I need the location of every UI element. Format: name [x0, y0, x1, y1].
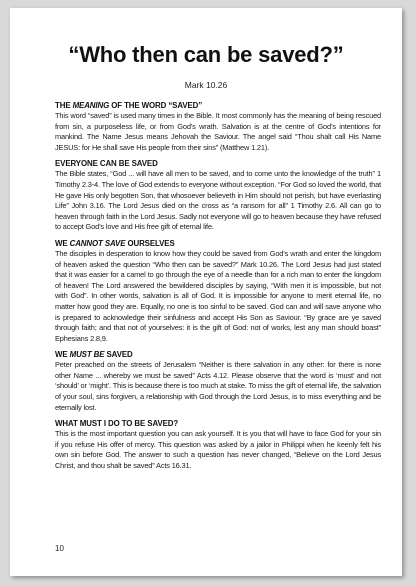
page-body	[55, 100, 381, 477]
heading-part: EVERYONE CAN BE SAVED	[55, 159, 158, 169]
section-everyone-can-be-saved	[55, 158, 381, 233]
section-what-must-i-do	[55, 418, 381, 471]
page-number: 10	[55, 544, 64, 553]
section-heading	[55, 238, 381, 249]
section-heading	[55, 100, 381, 111]
section-paragraph: The Bible states, “God ... will have all men to be saved, and to come unto the knowledge of the truth” 1 Timothy 2.3-4. The love of God extends to everyone without exception. “For God so loved the world, that He gave His only begotten Son, that whosoever believeth in Him should not perish, but have everlasting Life” John 3.16. The Lord Jesus died on the cross as “a ransom for all” 1 Timothy 2.6. All can go to heaven through faith in the Lord Jesus. Sadly not everyone will go to heaven because they have refused to accept God’s love and His free gift of eternal life.	[55, 169, 381, 232]
heading-part: WE	[55, 238, 70, 248]
heading-part: WE	[55, 350, 70, 360]
heading-part-italic: MUST BE	[69, 350, 105, 360]
heading-part: THE	[55, 101, 73, 110]
heading-part-italic: MEANING	[72, 101, 110, 110]
book-page	[10, 8, 402, 576]
section-paragraph: Peter preached on the streets of Jerusalem “Neither is there salvation in any other: for there is none other Name ... whereby we must be saved” Acts 4.12. Please observe that the word is ‘must’ and not ‘should’ or ‘might’. This is because there is too much at stake. To miss the gift of eternal life, the salvation of your soul, sins forgiven, a relationship with God through the Lord Jesus, is to miss everything and be eternally lost.	[55, 360, 381, 412]
section-heading	[55, 158, 381, 169]
section-heading	[55, 418, 381, 429]
section-must-be-saved	[55, 349, 381, 413]
heading-part: OF THE WORD “SAVED”	[109, 101, 203, 110]
page-title: “Who then can be saved?”	[68, 42, 344, 67]
heading-part: OURSELVES	[125, 238, 175, 248]
section-heading	[55, 349, 381, 360]
section-meaning-of-saved	[55, 100, 381, 153]
heading-part: SAVED	[104, 350, 133, 360]
section-paragraph: This word “saved” is used many times in the Bible. It most commonly has the meaning of being rescued from sin, a purposeless life, or from God’s wrath. Salvation is at the centre of God’s intentions for mankind. The Name Jesus means Jehovah the Saviour. The angel said “Thou shalt call His Name JESUS: for He shall save His people from their sins” (Matthew 1.21).	[55, 111, 381, 152]
scripture-reference: Mark 10.26	[184, 80, 228, 90]
section-cannot-save-ourselves	[55, 238, 381, 344]
section-paragraph: This is the most important question you can ask yourself. It is you that will have to face God for your sin if you refuse His offer of mercy. This question was asked by a jailor in Philippi when he keenly felt his own sin before God. The answer to such a question has never changed, “Believe on the Lord Jesus Christ, and thou shalt be saved” Acts 16.31.	[55, 429, 381, 471]
section-paragraph: The disciples in desperation to know how they could be saved from God’s wrath and enter the kingdom of heaven asked the question “Who then can be saved?” Mark 10.26. The Lord Jesus had just stated that it was easier for a camel to go through the eye of a needle than for a rich man to enter the kingdom of heaven! The Lord answered the bewildered disciples by saying, “With men it is impossible, but not with God”. In other words, salvation is all of God. It is impossible for anyone to merit eternal life, no matter how good they are. Equally, no one is too sinful to be saved. God can and will save anyone who is prepared to acknowledge their sinfulness and accept His Son as Saviour. “By grace are ye saved through faith; and that not of yourselves: it is the gift of God: not of works, lest any man should boast” Ephesians 2.8,9.	[55, 248, 381, 343]
heading-part-italic: CANNOT SAVE	[69, 238, 126, 248]
heading-part: WHAT MUST I DO TO BE SAVED?	[55, 419, 179, 429]
